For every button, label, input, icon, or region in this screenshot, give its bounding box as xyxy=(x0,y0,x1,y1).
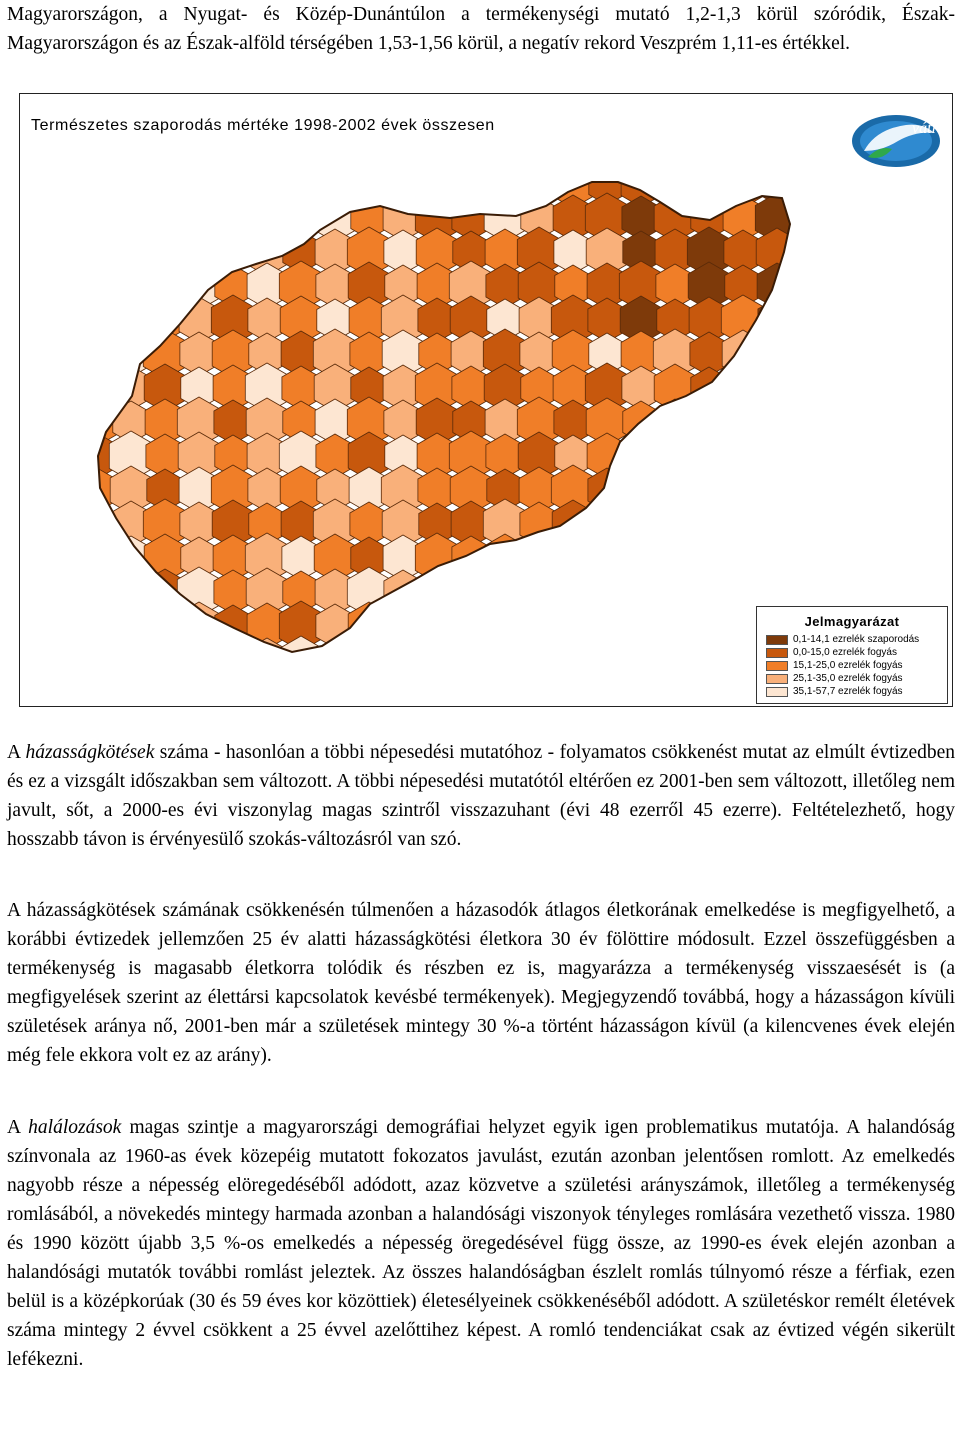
map-district xyxy=(689,467,729,513)
map-district xyxy=(723,535,763,581)
map-district xyxy=(145,229,185,275)
text-run: A xyxy=(7,1117,29,1138)
map-district xyxy=(78,638,116,682)
map-district xyxy=(620,636,662,684)
map-district xyxy=(451,161,491,207)
map-district xyxy=(588,638,626,682)
map-district xyxy=(280,636,322,684)
map-district xyxy=(417,603,457,649)
map-district xyxy=(521,537,557,579)
map-district xyxy=(721,465,764,515)
map-district xyxy=(555,605,591,647)
map-district xyxy=(79,163,115,205)
logo-text: váti xyxy=(912,120,936,137)
map-district xyxy=(147,639,183,681)
map-district xyxy=(75,533,118,583)
map-district xyxy=(793,401,829,443)
map-district xyxy=(113,571,149,613)
map-district xyxy=(109,601,152,651)
map-district xyxy=(79,503,115,545)
map-district xyxy=(725,435,761,477)
map-district xyxy=(418,638,456,682)
map-district xyxy=(143,159,186,209)
map-district xyxy=(313,159,356,209)
map-district xyxy=(75,193,118,243)
map-district xyxy=(691,367,727,409)
map-district xyxy=(483,159,526,209)
map-district xyxy=(589,503,625,545)
map-district xyxy=(551,635,594,685)
italic-term: házasságkötések xyxy=(25,742,155,763)
map-district xyxy=(687,397,730,447)
legend-label: 15,1-25,0 ezrelék fogyás xyxy=(793,660,903,671)
map-district xyxy=(789,261,832,311)
map-district xyxy=(113,231,149,273)
map-district xyxy=(111,161,151,207)
text-run: magas szintje a magyarországi demográfiai helyzet egyik igen problematikus mutatója. A halandóság színvonala az 1960-as évek közepéig mutatott fokozatos javulást, ezután azonban jelentősen romlott. Az emelkedés nagyobb része a népesség elöregedéséből adódott, azaz közvetve a születési arányszámok, illetőleg a termékenység romlásából, a növekedés mintegy harmada azonban a halandósági viszonyok tényleges romlására vezethető vissza. 1980 és 1990 között újabb 3,5 %-os emelkedés a népesség öregedésével függ össze, az 1990-es évek elején azonban a halandósági mutatók további romlást jeleztek. Az összes halandóságban észlelt romlás túlnyomó része a férfiak, ezen belül is a középkorúak (30 és 59 éves kor közöttiek) életesélyeinek csökkenéséből adódott. A születéskor remélt életévek száma mintegy 2 évvel csökkent a 25 évvel azelőttihez képest. A romló tendenciákat csak az évtized végén sikerült lefékezni. xyxy=(7,1117,955,1370)
map-district xyxy=(654,534,696,582)
intro-paragraph: Magyarországon, a Nyugat- és Közép-Dunántúlon a termékenységi mutató 1,2-1,3 körül szóródik, Észak-Magyarországon és az Észak-alföld térségében 1,53-1,56 körül, a negatív rekord Veszprém 1,11-es értékkel. xyxy=(7,4,955,54)
map-district xyxy=(790,296,832,344)
map-district xyxy=(756,398,798,446)
map-district xyxy=(690,502,728,546)
map-district xyxy=(419,163,455,205)
map-district xyxy=(382,160,424,208)
map-district xyxy=(792,366,830,410)
map-district xyxy=(110,636,152,684)
map-district xyxy=(724,400,762,444)
map-district xyxy=(215,605,251,647)
map-district xyxy=(792,196,830,240)
map-district xyxy=(349,637,389,683)
map-district xyxy=(449,601,492,651)
map-district xyxy=(619,601,662,651)
map-district xyxy=(690,162,728,206)
map-legend xyxy=(756,606,948,704)
map-district xyxy=(586,568,628,616)
marriage-age-paragraph: A házasságkötések számának csökkenésén túlmenően a házasodók átlagos életkorának emelkedése is megfigyelhető, a korábbi évtizedek jellemzően 25 év alatti házasságkötési életkora 30 év fölöttire módosult. Ezzel összefüggésben a termékenység is magasabb életkorra tolódik és részben ez is, magyarázza a termékenység visszaesését is (a megfigyelések szerint az élettársi kapcsolatok kevésbé termékenyek). Megjegyzendő továbbá, hogy a házasságon kívüli születések aránya nő, 2001-ben már a születések mintegy 30 %-a történt házasságon kívül (a kilencvenes évek elején még fele ekkora volt ez az arány). xyxy=(7,900,955,1066)
map-district xyxy=(687,567,730,617)
map-district xyxy=(653,499,696,549)
map-district xyxy=(587,603,627,649)
map-district xyxy=(723,365,763,411)
map-district xyxy=(486,604,524,648)
map-district xyxy=(553,535,593,581)
legend-label: 35,1-57,7 ezrelék fogyás xyxy=(793,686,903,697)
map-district xyxy=(147,299,183,341)
legend-swatch xyxy=(766,648,788,658)
text-run: A xyxy=(7,742,26,763)
legend-swatch xyxy=(766,674,788,684)
map-district xyxy=(381,635,424,685)
map-district xyxy=(348,602,390,650)
map-district xyxy=(517,567,560,617)
vati-logo xyxy=(846,111,942,171)
legend-title: Jelmagyarázat xyxy=(804,614,900,629)
map-district xyxy=(212,160,254,208)
map-district xyxy=(657,469,693,511)
map-district xyxy=(213,195,253,241)
map-district xyxy=(76,398,118,446)
map-district xyxy=(485,569,525,615)
map-district xyxy=(622,536,660,580)
map-figure xyxy=(19,93,953,707)
map-district xyxy=(245,193,288,243)
marriage-paragraph xyxy=(7,738,955,854)
map-district xyxy=(792,536,830,580)
map-district xyxy=(110,296,152,344)
map-district xyxy=(620,466,662,514)
map-district xyxy=(657,639,693,681)
map-district xyxy=(146,604,184,648)
map-district xyxy=(248,638,286,682)
legend-label: 25,1-35,0 ezrelék fogyás xyxy=(793,673,903,684)
mortality-paragraph xyxy=(7,1113,955,1374)
map-district xyxy=(722,500,764,548)
map-district xyxy=(111,331,151,377)
map-district xyxy=(109,261,152,311)
map-district xyxy=(112,196,150,240)
map-district xyxy=(791,161,831,207)
map-district xyxy=(757,263,797,309)
map-district xyxy=(450,636,492,684)
map-district xyxy=(722,160,764,208)
legend-swatch xyxy=(766,635,788,645)
map-district xyxy=(350,162,388,206)
map-district xyxy=(519,637,559,683)
map-district xyxy=(177,227,220,277)
map-district xyxy=(384,570,422,614)
map-district xyxy=(790,466,832,514)
map-district xyxy=(621,501,661,547)
map-district xyxy=(623,571,659,613)
map-district xyxy=(146,264,184,308)
map-district xyxy=(758,468,796,512)
map-district xyxy=(180,162,218,206)
map-district xyxy=(281,161,321,207)
map-district xyxy=(211,635,254,685)
map-district xyxy=(520,162,558,206)
map-district xyxy=(144,194,186,242)
map-district xyxy=(181,197,217,239)
map-district xyxy=(249,163,285,205)
map-district xyxy=(585,533,628,583)
map-district xyxy=(755,533,798,583)
map-district xyxy=(791,331,831,377)
legend-swatch xyxy=(766,661,788,671)
legend-swatch xyxy=(766,687,788,697)
map-district xyxy=(75,363,118,413)
map-district xyxy=(757,433,797,479)
map-district xyxy=(691,537,727,579)
map-district xyxy=(689,637,729,683)
map-district xyxy=(722,330,764,378)
map-district xyxy=(77,603,117,649)
map-district xyxy=(79,333,115,375)
map-district xyxy=(759,333,795,375)
map-district xyxy=(791,501,831,547)
map-district xyxy=(759,503,795,545)
map-district xyxy=(554,570,592,614)
map-district xyxy=(789,431,832,481)
map-district xyxy=(282,196,320,240)
map-district xyxy=(793,231,829,273)
map-district xyxy=(619,431,662,481)
text-run: száma - hasonlóan a többi népesedési mutatóhoz - folyamatos csökkenést mutat az elmúlt évtizedben és ez a vizsgált időszakban sem változott. A többi népesedési mutatótól eltérően ez 2001-ben sem változott, illetőleg nem javult, sőt, a 2000-es évi viszonylag magas szintről visszazuhant (évi 48 ezerről 45 ezerre). Feltételezhető, hogy hosszabb távon is érvényesülő szokás-változásról van szó. xyxy=(7,742,955,850)
italic-term: halálozások xyxy=(28,1117,122,1138)
map-district xyxy=(518,602,560,650)
map-district xyxy=(655,569,695,615)
map-district xyxy=(179,637,219,683)
legend-label: 0,0-15,0 ezrelék fogyás xyxy=(793,647,897,658)
map-district xyxy=(76,568,118,616)
map-regions xyxy=(75,159,832,685)
map-district xyxy=(688,602,730,650)
map-district xyxy=(78,298,116,342)
map-district xyxy=(656,604,694,648)
map-title: Természetes szaporodás mértéke 1998-2002 évek összesen xyxy=(31,117,495,134)
map-district xyxy=(656,434,694,478)
map-district xyxy=(385,605,421,647)
map-district xyxy=(77,263,117,309)
map-district xyxy=(76,228,118,276)
map-district xyxy=(755,363,798,413)
map-district xyxy=(688,432,730,480)
map-district xyxy=(487,639,523,681)
map-district xyxy=(453,571,489,613)
legend-label: 0,1-14,1 ezrelék szaporodás xyxy=(793,634,920,645)
